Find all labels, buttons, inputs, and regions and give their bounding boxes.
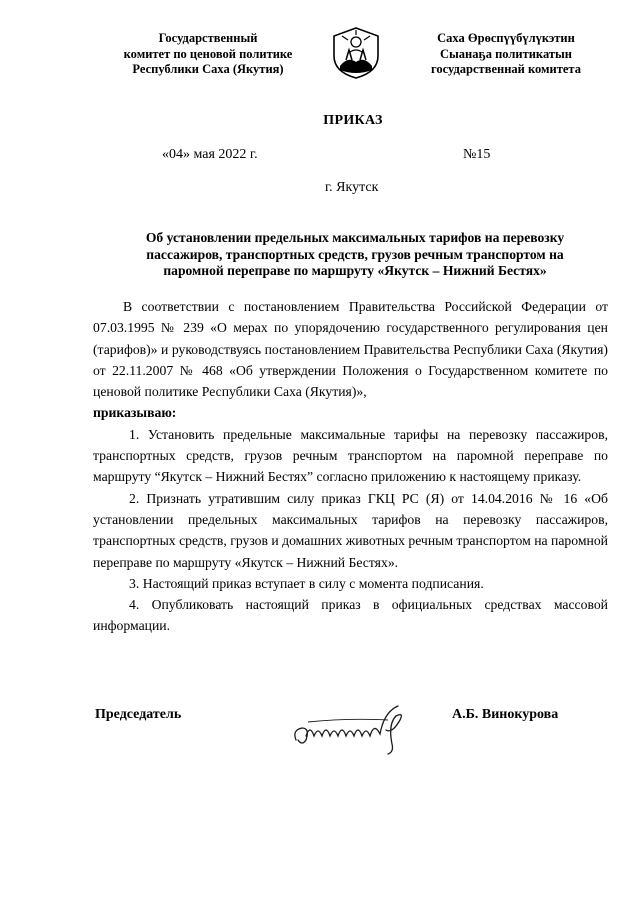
order-word: приказываю: [93, 405, 177, 421]
coat-of-arms-icon [330, 26, 382, 80]
document-number: №15 [463, 147, 491, 162]
signer-role: Председатель [95, 707, 182, 722]
header-right-line: Саха Өрөспүүбүлүкэтин [437, 31, 575, 45]
subject-line: паромной переправе по маршруту «Якутск – Нижний Бестях» [163, 263, 547, 278]
signer-name: А.Б. Винокурова [452, 707, 559, 722]
header-left-line: комитет по ценовой политике [123, 46, 293, 61]
handwritten-signature [288, 700, 418, 756]
subject-line: пассажиров, транспортных средств, грузов речным транспортом на [146, 246, 564, 262]
order-item: 2. Признать утратившим силу приказ ГКЦ РС (Я) от 14.04.2016 № 16 «Об установлении предельных максимальных тарифов на перевозку пассажиров, транспортных средств, грузов и домашних животных речным транспортом на паромной переправе по маршруту «Якутск – Нижний Бестях». [93, 490, 608, 570]
document-title: ПРИКАЗ [323, 113, 383, 128]
header-left-line: Республики Саха (Якутия) [132, 62, 284, 76]
preamble-paragraph: В соответствии с постановлением Правительства Российской Федерации от 07.03.1995 № 239 «О мерах по упорядочению государственного регулирования цен (тарифов)» и руководствуясь постановлением Правительства Республики Саха (Якутия) от 22.11.2007 № 468 «Об утверждении Положения о Государственном комитете по ценовой политике Республики Саха (Якутия)», [93, 299, 608, 400]
header-left-line: Государственный [158, 31, 258, 45]
order-item: 1. Установить предельные максимальные тарифы на перевозку пассажиров, транспортных средств, грузов речным транспортом на паромной переправе по маршруту “Якутск – Нижний Бестях” согласно приложению к настоящему приказу. [93, 426, 608, 485]
document-city: г. Якутск [325, 180, 379, 195]
header-left-org [103, 31, 313, 78]
order-item: 4. Опубликовать настоящий приказ в официальных средствах массовой информации. [93, 597, 608, 634]
header-right-line: Сыанаҕа политикатын [440, 46, 572, 61]
document-subject [112, 230, 598, 280]
document-date: «04» мая 2022 г. [162, 147, 258, 162]
header-right-line: государственнай комитета [431, 62, 581, 76]
order-item: 3. Настоящий приказ вступает в силу с момента подписания. [129, 575, 484, 591]
subject-line: Об установлении предельных максимальных тарифов на перевозку [145, 230, 565, 245]
document-body [93, 296, 608, 637]
header-right-org [405, 31, 607, 78]
